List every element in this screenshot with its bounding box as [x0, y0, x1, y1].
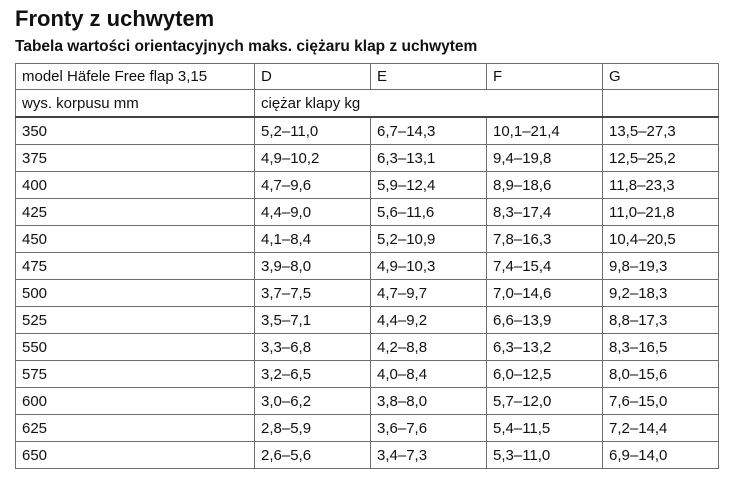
- value-cell-f: 8,3–17,4: [487, 199, 603, 226]
- value-cell-d: 3,2–6,5: [255, 361, 371, 388]
- value-cell-g: 8,3–16,5: [603, 334, 719, 361]
- value-cell-e: 5,6–11,6: [371, 199, 487, 226]
- value-cell-f: 7,8–16,3: [487, 226, 603, 253]
- value-cell-g: 7,6–15,0: [603, 388, 719, 415]
- value-cell-d: 3,9–8,0: [255, 253, 371, 280]
- value-cell-d: 4,9–10,2: [255, 145, 371, 172]
- table-row: [16, 117, 719, 145]
- value-cell-d: 5,2–11,0: [255, 117, 371, 145]
- value-cell-e: 3,8–8,0: [371, 388, 487, 415]
- value-cell-g: 9,8–19,3: [603, 253, 719, 280]
- height-cell: 575: [16, 361, 255, 388]
- value-cell-d: 3,5–7,1: [255, 307, 371, 334]
- model-label-cell: model Häfele Free flap 3,15: [16, 64, 255, 90]
- table-row: [16, 199, 719, 226]
- table-row: [16, 361, 719, 388]
- value-cell-e: 5,2–10,9: [371, 226, 487, 253]
- value-cell-f: 5,7–12,0: [487, 388, 603, 415]
- value-cell-d: 4,1–8,4: [255, 226, 371, 253]
- table-row: [16, 307, 719, 334]
- height-cell: 600: [16, 388, 255, 415]
- value-cell-f: 5,3–11,0: [487, 442, 603, 469]
- value-cell-e: 6,7–14,3: [371, 117, 487, 145]
- weight-label-cell: ciężar klapy kg: [255, 90, 603, 118]
- value-cell-d: 3,7–7,5: [255, 280, 371, 307]
- column-header-g: G: [603, 64, 719, 90]
- value-cell-f: 6,6–13,9: [487, 307, 603, 334]
- value-cell-g: 9,2–18,3: [603, 280, 719, 307]
- column-header-f: F: [487, 64, 603, 90]
- subheader-row: [16, 90, 719, 118]
- value-cell-d: 4,7–9,6: [255, 172, 371, 199]
- value-cell-g: 6,9–14,0: [603, 442, 719, 469]
- value-cell-e: 4,4–9,2: [371, 307, 487, 334]
- value-cell-g: 8,8–17,3: [603, 307, 719, 334]
- height-cell: 450: [16, 226, 255, 253]
- value-cell-g: 11,8–23,3: [603, 172, 719, 199]
- value-cell-e: 4,9–10,3: [371, 253, 487, 280]
- table-row: [16, 172, 719, 199]
- weight-table: [15, 63, 719, 469]
- value-cell-e: 6,3–13,1: [371, 145, 487, 172]
- value-cell-f: 8,9–18,6: [487, 172, 603, 199]
- header-row: [16, 64, 719, 90]
- value-cell-g: 7,2–14,4: [603, 415, 719, 442]
- table-row: [16, 226, 719, 253]
- value-cell-e: 4,2–8,8: [371, 334, 487, 361]
- table-row: [16, 145, 719, 172]
- height-cell: 400: [16, 172, 255, 199]
- value-cell-d: 3,0–6,2: [255, 388, 371, 415]
- table-row: [16, 334, 719, 361]
- height-cell: 475: [16, 253, 255, 280]
- value-cell-f: 5,4–11,5: [487, 415, 603, 442]
- value-cell-f: 7,4–15,4: [487, 253, 603, 280]
- value-cell-d: 4,4–9,0: [255, 199, 371, 226]
- column-header-d: D: [255, 64, 371, 90]
- value-cell-e: 4,0–8,4: [371, 361, 487, 388]
- value-cell-e: 3,6–7,6: [371, 415, 487, 442]
- value-cell-g: 13,5–27,3: [603, 117, 719, 145]
- column-header-e: E: [371, 64, 487, 90]
- value-cell-f: 6,0–12,5: [487, 361, 603, 388]
- table-row: [16, 280, 719, 307]
- value-cell-f: 6,3–13,2: [487, 334, 603, 361]
- value-cell-g: 8,0–15,6: [603, 361, 719, 388]
- value-cell-e: 5,9–12,4: [371, 172, 487, 199]
- height-cell: 425: [16, 199, 255, 226]
- height-cell: 650: [16, 442, 255, 469]
- value-cell-d: 2,8–5,9: [255, 415, 371, 442]
- table-subtitle: Tabela wartości orientacyjnych maks. ciężaru klap z uchwytem: [15, 38, 478, 55]
- value-cell-e: 3,4–7,3: [371, 442, 487, 469]
- table-row: [16, 253, 719, 280]
- weight-table-body: [16, 64, 719, 469]
- empty-cell: [603, 90, 719, 118]
- page-title: Fronty z uchwytem: [15, 6, 215, 31]
- value-cell-f: 10,1–21,4: [487, 117, 603, 145]
- table-row: [16, 442, 719, 469]
- table-row: [16, 415, 719, 442]
- height-cell: 375: [16, 145, 255, 172]
- value-cell-d: 2,6–5,6: [255, 442, 371, 469]
- value-cell-f: 7,0–14,6: [487, 280, 603, 307]
- value-cell-g: 11,0–21,8: [603, 199, 719, 226]
- value-cell-d: 3,3–6,8: [255, 334, 371, 361]
- height-cell: 350: [16, 117, 255, 145]
- height-label-cell: wys. korpusu mm: [16, 90, 255, 118]
- height-cell: 500: [16, 280, 255, 307]
- value-cell-f: 9,4–19,8: [487, 145, 603, 172]
- value-cell-g: 10,4–20,5: [603, 226, 719, 253]
- height-cell: 625: [16, 415, 255, 442]
- table-row: [16, 388, 719, 415]
- value-cell-g: 12,5–25,2: [603, 145, 719, 172]
- value-cell-e: 4,7–9,7: [371, 280, 487, 307]
- height-cell: 550: [16, 334, 255, 361]
- height-cell: 525: [16, 307, 255, 334]
